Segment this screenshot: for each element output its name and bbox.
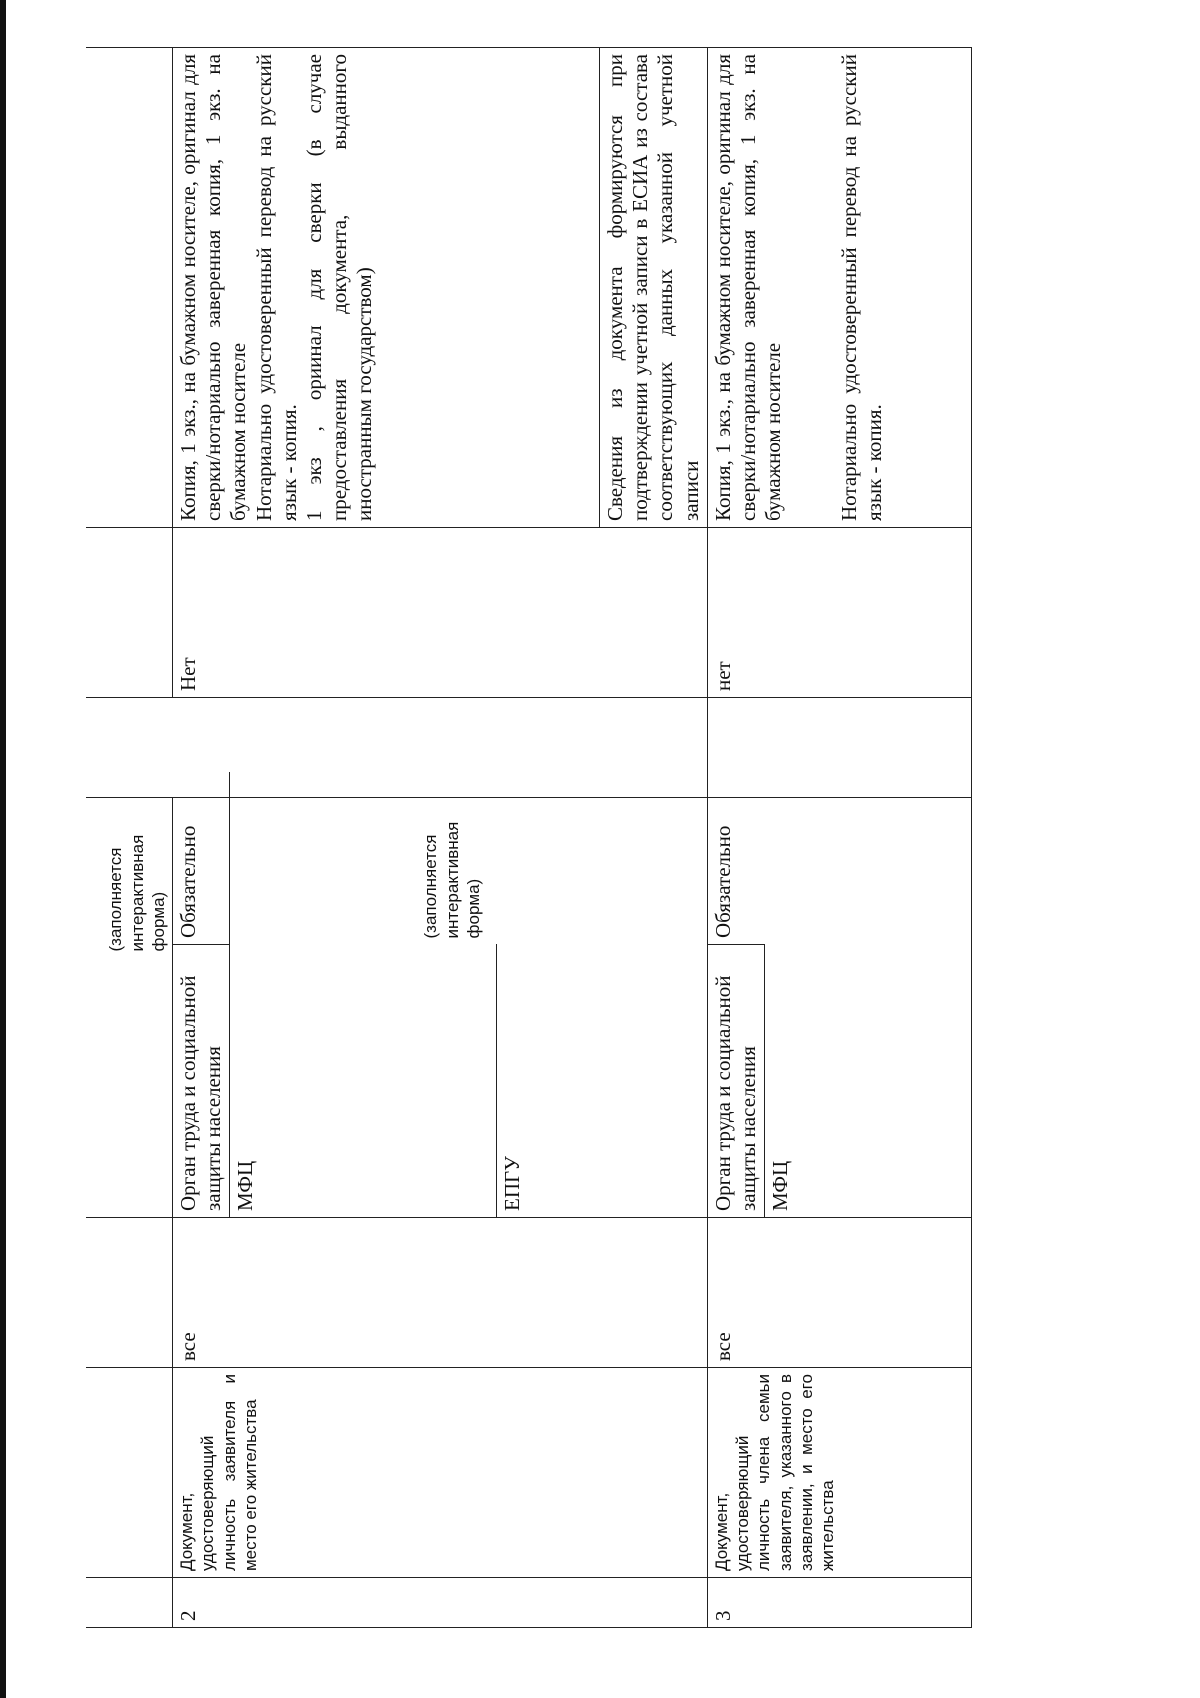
form-note-mid: (заполняется интерактивная форма) (421, 821, 483, 939)
doc-name: Документ, удостоверяющий личность заявителя и место его жительства (177, 1374, 260, 1571)
category: все (173, 1218, 708, 1368)
documents-table (86, 47, 972, 1628)
method-mfc: МФЦ (768, 1160, 793, 1211)
doc-name-cell (173, 1368, 708, 1578)
method-organ: Орган труда и социальной защиты населения (708, 945, 765, 1218)
method-cell (173, 798, 708, 1218)
method-epgu: ЕПГУ (497, 945, 664, 1218)
method-cell (707, 798, 971, 1218)
row-number: 2 (173, 1578, 708, 1628)
required: Обязательно (173, 772, 230, 945)
form-note-top: (заполняется интерактивная форма) (86, 798, 173, 958)
method-mfc: МФЦ (230, 945, 497, 1218)
interagency: Нет (173, 528, 708, 698)
requirements-epgu: Сведения из документа формируются при подтверждении учетной записи в ЕСИА из состава соответствующих данных указанной учетной записи (603, 54, 703, 521)
table-row-continuation (86, 48, 173, 1628)
table-row (173, 48, 708, 1628)
doc-name: Документ, удостоверяющий личность члена семьи заявителя, указанного в заявлении, и место его жительства (711, 1374, 837, 1571)
requirements-text: Копия, 1 экз., на бумажном носителе, оригинал для сверки/нотариально заверенная копия, 1 экз. на бумажном носителе Нотариально удостоверенный перевод на русский язык - копия. 1 экз , ориинал для сверки (в случае предоставления документа, выданного иностранным государством) (173, 48, 600, 527)
rotated-page (86, 48, 1196, 1628)
row-number: 3 (707, 1578, 971, 1628)
requirements-cell (173, 48, 708, 528)
category: все (707, 1218, 971, 1368)
required: Обязательно (708, 772, 765, 945)
requirements-text: Копия, 1 экз., на бумажном носителе, оригинал для сверки/нотариально заверенная копия, 1 экз. на бумажном носителе Нотариально удостоверенный перевод на русский язык - копия. (707, 48, 971, 528)
table-row (707, 48, 971, 1628)
scan-edge (0, 0, 6, 1698)
doc-name-cell (707, 1368, 971, 1578)
interagency: нет (707, 528, 971, 698)
method-organ: Орган труда и социальной защиты населения (173, 945, 230, 1218)
